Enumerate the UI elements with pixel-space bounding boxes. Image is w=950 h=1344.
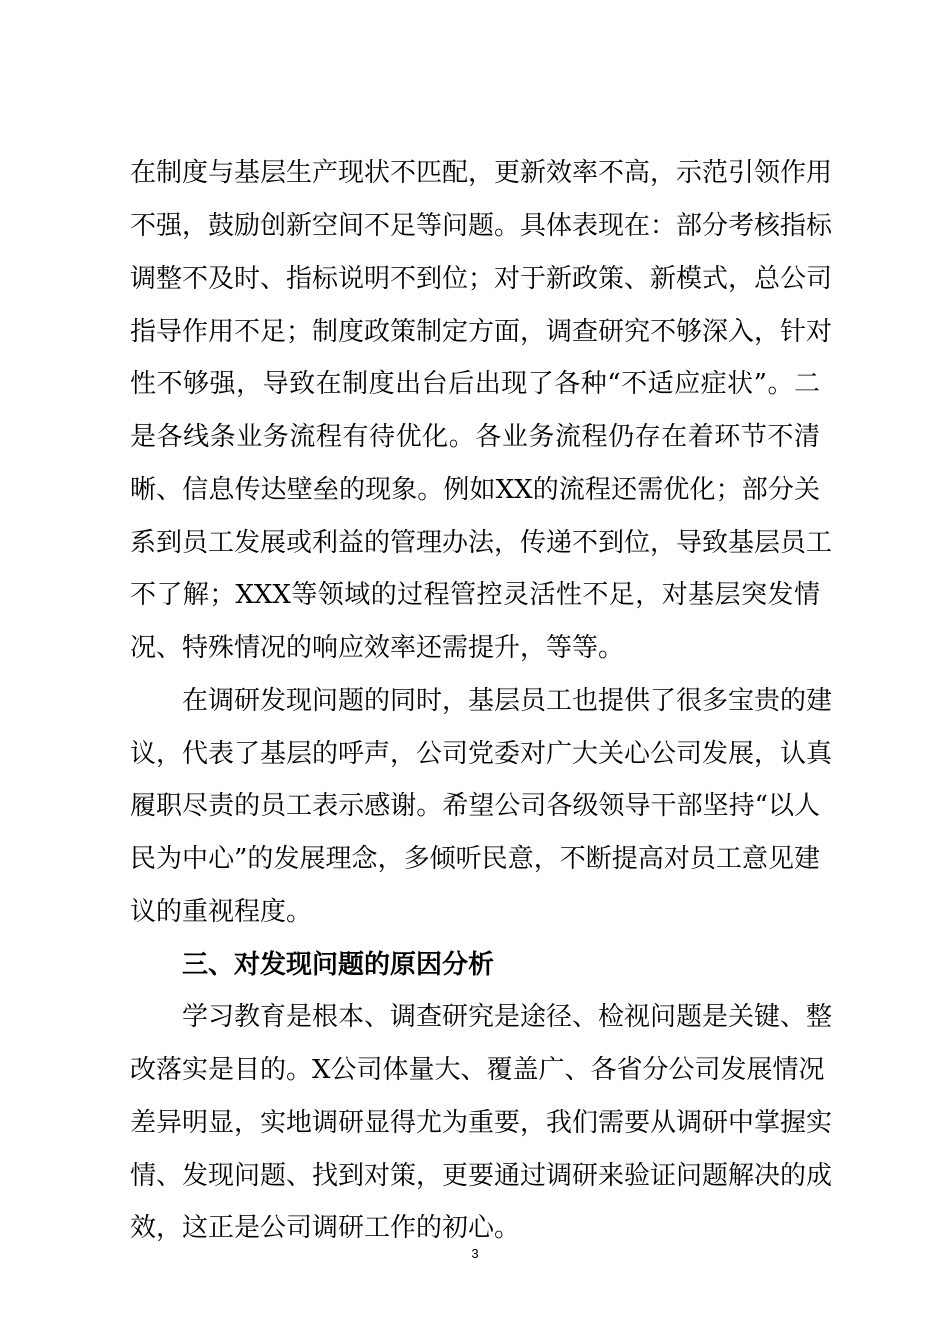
paragraph-1-line-9: 不了解；XXX等领域的过程管控灵活性不足，对基层突发情 xyxy=(130,580,820,610)
paragraph-3-line-2: 改落实是目的。X公司体量大、覆盖广、各省分公司发展情况 xyxy=(130,1055,825,1085)
paragraph-2-line-2: 议，代表了基层的呼声，公司党委对广大关心公司发展，认真 xyxy=(130,739,833,769)
paragraph-1-line-3: 调整不及时、指标说明不到位；对于新政策、新模式，总公司 xyxy=(130,264,833,294)
paragraph-1-line-4: 指导作用不足；制度政策制定方面，调查研究不够深入，针对 xyxy=(130,317,833,347)
paragraph-2-line-1: 在调研发现问题的同时，基层员工也提供了很多宝贵的建 xyxy=(182,686,833,716)
paragraph-1-line-8: 系到员工发展或利益的管理办法，传递不到位，导致基层员工 xyxy=(130,528,833,558)
paragraph-3-line-1: 学习教育是根本、调查研究是途径、检视问题是关键、整 xyxy=(182,1002,833,1032)
paragraph-3-line-5: 效，这正是公司调研工作的初心。 xyxy=(130,1213,521,1243)
page-number: 3 xyxy=(471,1246,479,1261)
paragraph-1-line-2: 不强，鼓励创新空间不足等问题。具体表现在：部分考核指标 xyxy=(130,211,833,241)
paragraph-1-line-5: 性不够强，导致在制度出台后出现了各种“不适应症状”。二 xyxy=(130,369,820,399)
paragraph-3-line-3: 差异明显，实地调研显得尤为重要，我们需要从调研中掌握实 xyxy=(130,1108,833,1138)
paragraph-2-line-4: 民为中心”的发展理念，多倾听民意，不断提高对员工意见建 xyxy=(130,844,820,874)
paragraph-2-line-5: 议的重视程度。 xyxy=(130,897,313,927)
paragraph-2-line-3: 履职尽责的员工表示感谢。希望公司各级领导干部坚持“以人 xyxy=(130,791,820,821)
paragraph-3-line-4: 情、发现问题、找到对策，更要通过调研来验证问题解决的成 xyxy=(130,1161,833,1191)
paragraph-1-line-7: 晰、信息传达壁垒的现象。例如XX的流程还需优化；部分关 xyxy=(130,475,820,505)
paragraph-1-line-1: 在制度与基层生产现状不匹配，更新效率不高，示范引领作用 xyxy=(130,158,833,188)
section-heading: 三、对发现问题的原因分析 xyxy=(182,950,495,980)
paragraph-1-line-10: 况、特殊情况的响应效率还需提升，等等。 xyxy=(130,633,625,663)
paragraph-1-line-6: 是各线条业务流程有待优化。各业务流程仍存在着环节不清 xyxy=(130,422,820,452)
